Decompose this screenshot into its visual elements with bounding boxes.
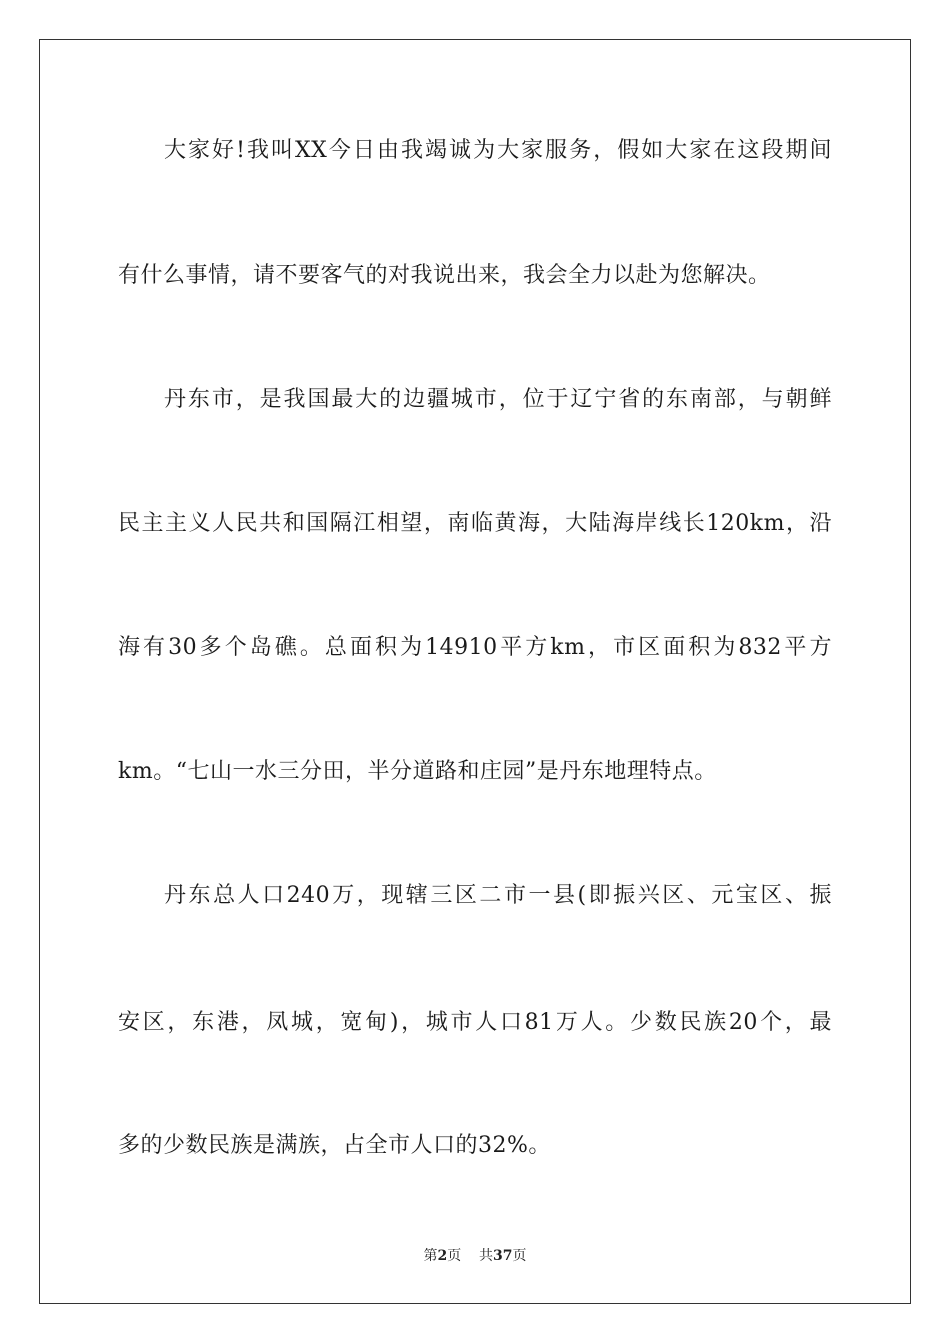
paragraph-2-line-4: km。“七山一水三分田，半分道路和庄园”是丹东地理特点。 [118, 759, 717, 784]
paragraph-3-line-1: 丹东总人口240万，现辖三区二市一县(即振兴区、元宝区、振 [164, 883, 832, 908]
footer-total-pages: 37 [493, 1248, 513, 1264]
paragraph-2-line-1: 丹东市，是我国最大的边疆城市，位于辽宁省的东南部，与朝鲜 [164, 387, 832, 412]
footer-page-prefix: 第 [423, 1248, 438, 1264]
paragraph-1-line-2: 有什么事情，请不要客气的对我说出来，我会全力以赴为您解决。 [118, 263, 771, 288]
paragraph-2-line-2: 民主主义人民共和国隔江相望，南临黄海，大陆海岸线长120km，沿 [118, 511, 832, 536]
page-footer [0, 1246, 950, 1266]
page-border [39, 39, 911, 1304]
paragraph-1-line-1: 大家好!我叫XX今日由我竭诚为大家服务，假如大家在这段期间 [164, 138, 832, 163]
footer-total-suffix: 页 [512, 1248, 527, 1264]
paragraph-3-line-3: 多的少数民族是满族，占全市人口的32%。 [118, 1133, 551, 1158]
footer-page-number: 2 [437, 1248, 448, 1264]
footer-total-prefix: 共 [479, 1248, 494, 1264]
paragraph-2-line-3: 海有30多个岛礁。总面积为14910平方km，市区面积为832平方 [118, 635, 832, 660]
paragraph-3-line-2: 安区，东港，凤城，宽甸)，城市人口81万人。少数民族20个，最 [118, 1010, 832, 1035]
footer-page-suffix: 页 [447, 1248, 462, 1264]
